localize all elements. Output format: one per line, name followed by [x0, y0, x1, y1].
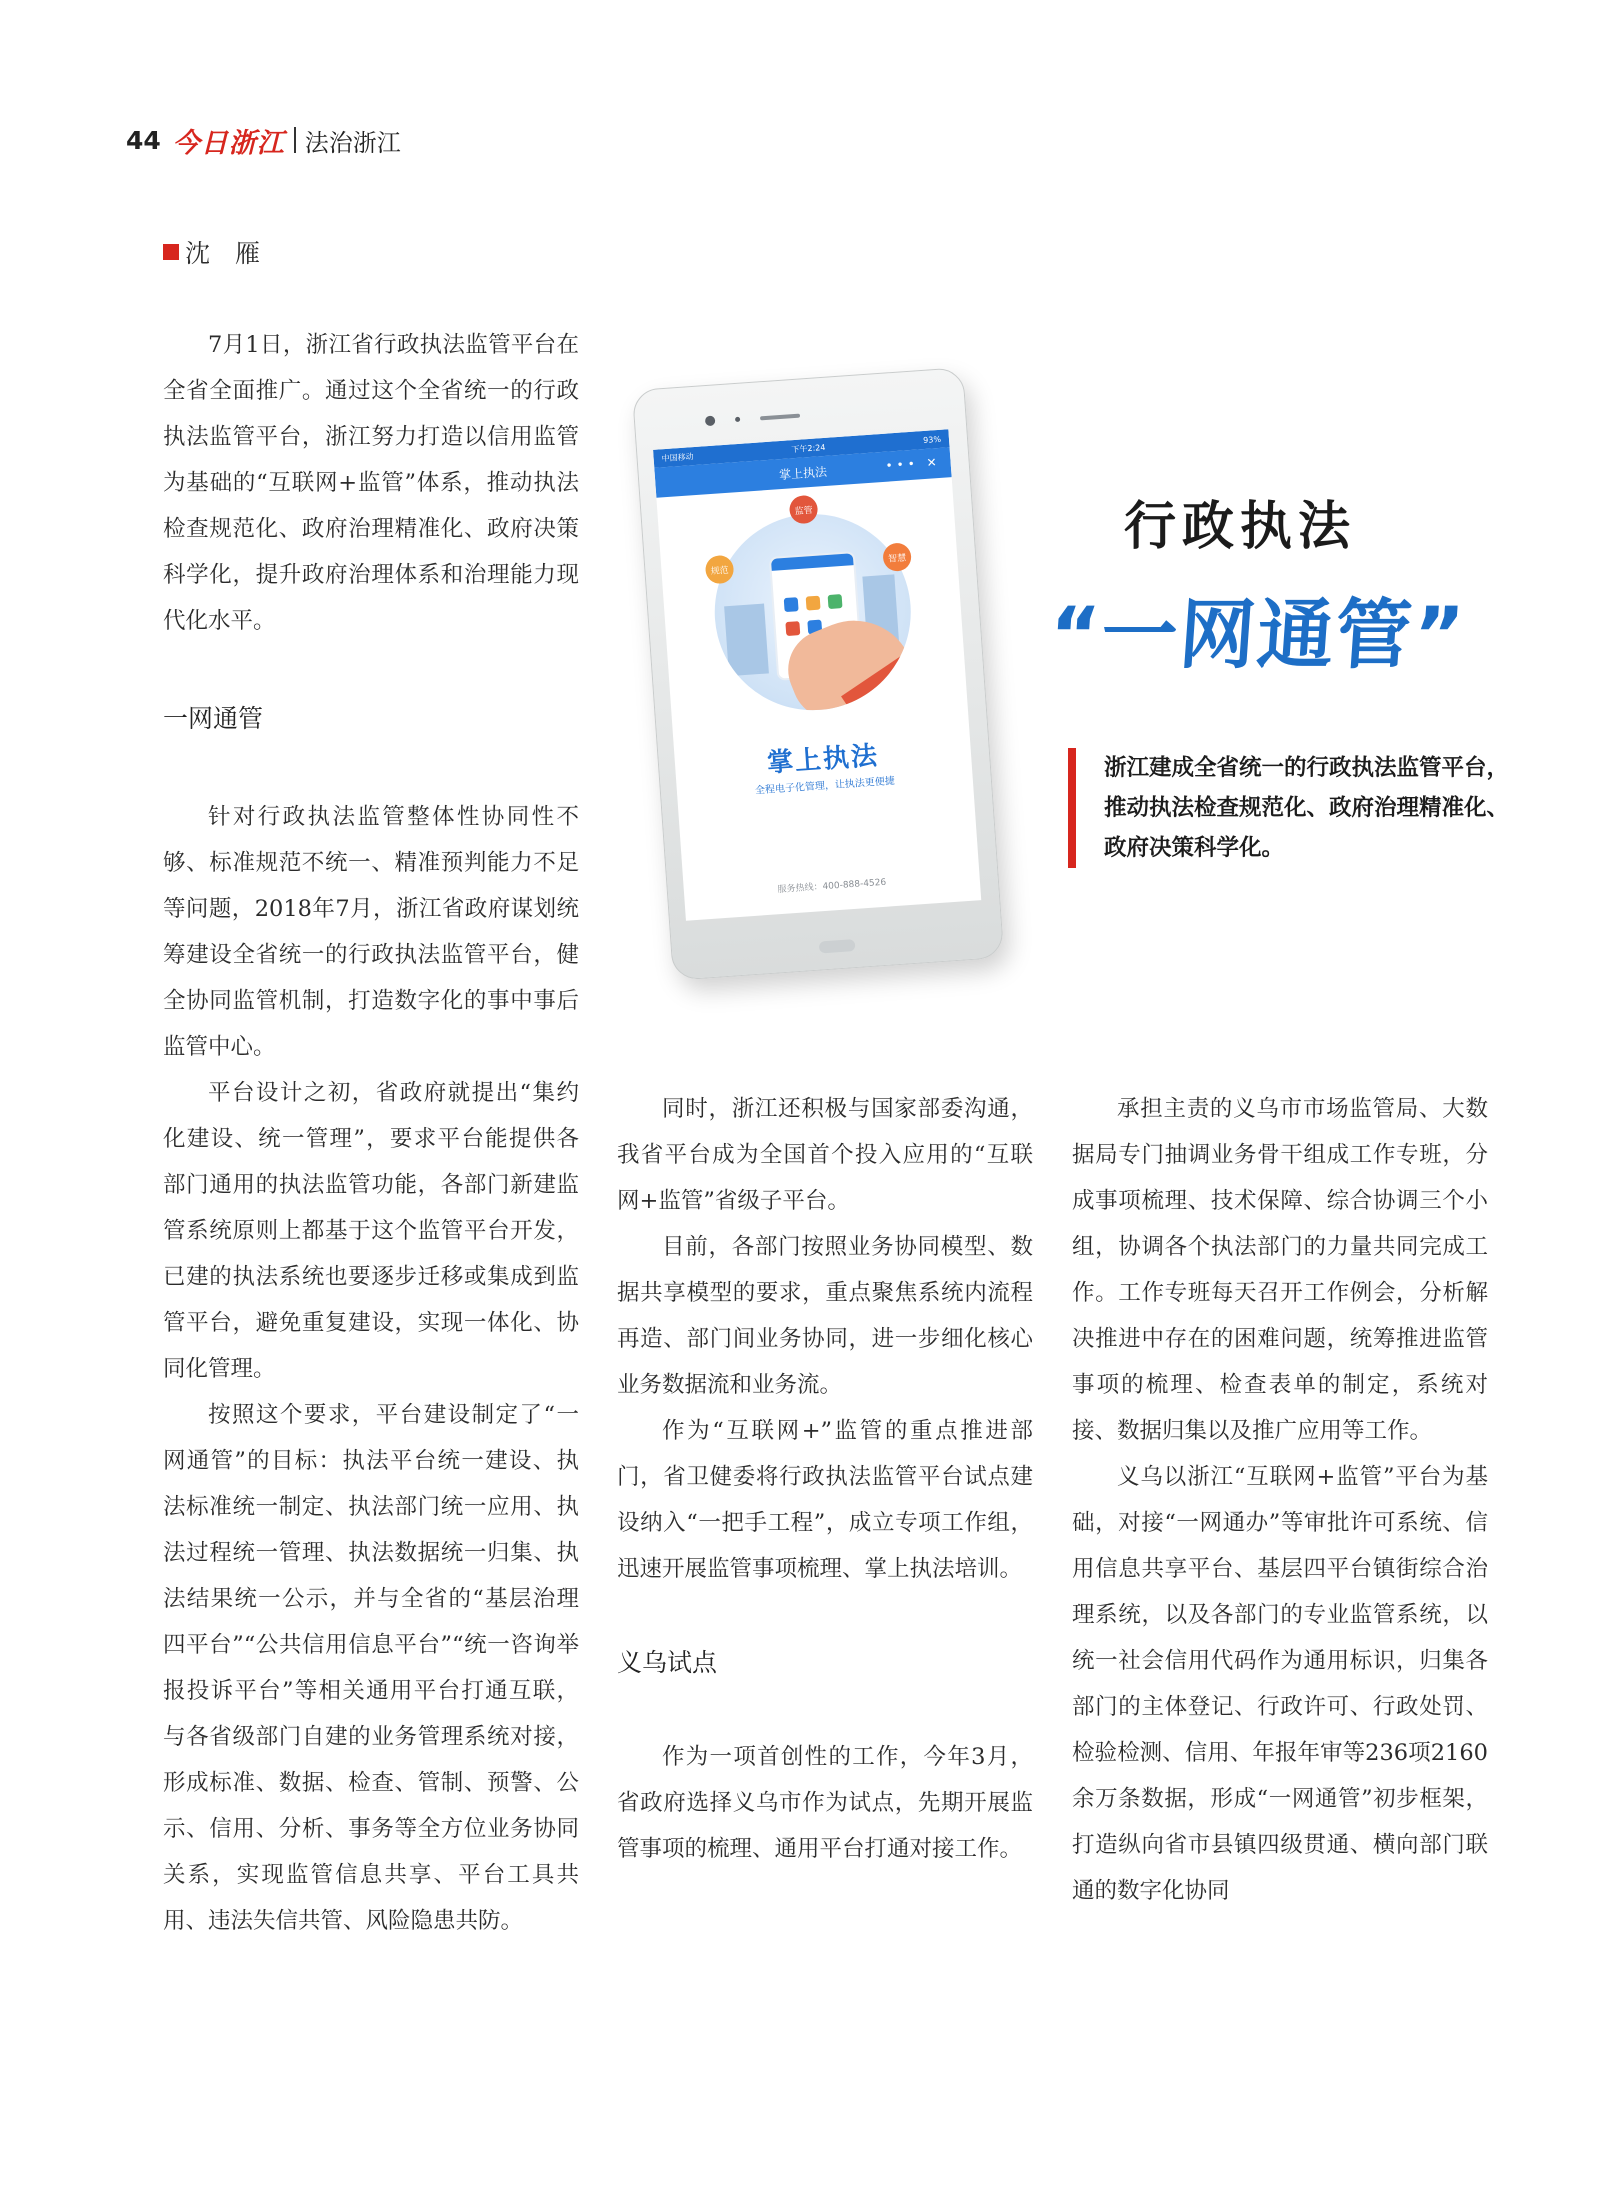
paragraph: 针对行政执法监管整体性协同性不够、标准规范不统一、精准预判能力不足等问题，2018年7月，浙江省政府谋划统筹建设全省统一的行政执法监管平台，健全协同监管机制，打造数字化的事中事后监管中心。: [163, 804, 579, 1060]
phone-headline: 掌上执法: [766, 740, 880, 779]
battery-label: 93%: [922, 434, 942, 445]
page-header: [126, 120, 401, 160]
phone-body: [632, 367, 1004, 981]
column-2: [617, 1086, 1033, 1872]
section-heading-1: 一网通管: [163, 704, 264, 733]
sensor-icon: [735, 417, 740, 422]
paragraph: 同时，浙江还积极与国家部委沟通，我省平台成为全国首个投入应用的“互联网+监管”省级子平台。: [617, 1096, 1033, 1214]
article-title: 行政执法: [1123, 496, 1356, 557]
header-divider: [294, 127, 296, 153]
section-heading-2: 义乌试点: [617, 1648, 718, 1677]
phone-subline: 全程电子化管理，让执法更便捷: [754, 775, 896, 797]
app-title: 掌上执法: [778, 464, 828, 482]
article-summary: 浙江建成全省统一的行政执法监管平台，推动执法检查规范化、政府治理精准化、政府决策科学化。: [1068, 748, 1524, 868]
paragraph: 义乌以浙江“互联网+监管”平台为基础，对接“一网通办”等审批许可系统、信用信息共享平台、基层四平台镇街综合治理系统，以及各部门的专业监管系统，以统一社会信用代码作为通用标识，归集各部门的主体登记、行政许可、行政处罚、检验检测、信用、年报年审等236项2160余万条数据，形成“一网通管”初步框架，打造纵向省市县镇四级贯通、横向部门联通的数字化协同: [1072, 1464, 1488, 1904]
status-time: 下午2:24: [791, 442, 826, 454]
paragraph: 承担主责的义乌市市场监管局、大数据局专门抽调业务骨干组成工作专班，分成事项梳理、技术保障、综合协调三个小组，协调各个执法部门的力量共同完成工作。工作专班每天召开工作例会，分析解决推进中存在的困难问题，统筹推进监管事项的梳理、检查表单的制定，系统对接、数据归集以及推广应用等工作。: [1072, 1096, 1488, 1444]
column-1: [163, 322, 579, 1944]
speaker-icon: [760, 414, 800, 421]
author-name: 沈 雁: [185, 239, 261, 268]
paragraph: 按照这个要求，平台建设制定了“一网通管”的目标：执法平台统一建设、执法标准统一制定、执法部门统一应用、执法过程统一管理、执法数据统一归集、执法结果统一公示，并与全省的“基层治理四平台”“公共信用信息平台”“统一咨询举报投诉平台”等相关通用平台打通互联，与各省级部门自建的业务管理系统对接，形成标准、数据、检查、管制、预警、公示、信用、分析、事务等全方位业务协同关系，实现监管信息共享、平台工具共用、违法失信共管、风险隐患共防。: [163, 1402, 579, 1934]
section-name: 法治浙江: [304, 128, 401, 157]
phone-illustration: [632, 367, 1002, 979]
paragraph: 作为一项首创性的工作，今年3月，省政府选择义乌市作为试点，先期开展监管事项的梳理、通用平台打通对接工作。: [617, 1744, 1033, 1862]
app-close-icon: ••• ✕: [885, 454, 942, 473]
intro-paragraph: 7月1日，浙江省行政执法监管平台在全省全面推广。通过这个全省统一的行政执法监管平台，浙江努力打造以信用监管为基础的“互联网+监管”体系，推动执法检查规范化、政府治理精准化、政府决策科学化，提升政府治理体系和治理能力现代化水平。: [163, 332, 579, 634]
byline: [163, 234, 260, 270]
page-number: 44: [126, 125, 161, 155]
bubble-icon: 监管: [789, 495, 819, 525]
red-square-icon: [163, 244, 179, 260]
building-icon: [724, 604, 769, 677]
magazine-logo: 今日浙江: [172, 127, 285, 159]
carrier-label: 中国移动: [661, 451, 694, 463]
paragraph: 作为“互联网+”监管的重点推进部门，省卫健委将行政执法监管平台试点建设纳入“一把手工程”，成立专项工作组，迅速开展监管事项梳理、掌上执法培训。: [617, 1418, 1033, 1582]
phone-hotline: 服务热线：400-888-4526: [777, 877, 887, 896]
article-title-highlight: “一网通管”: [1046, 590, 1469, 679]
bubble-icon: 规范: [705, 555, 735, 585]
column-3: [1072, 1086, 1488, 1914]
home-button: [819, 939, 856, 953]
bubble-icon: 智慧: [882, 542, 912, 572]
hero-illustration: [708, 508, 917, 717]
paragraph: 目前，各部门按照业务协同模型、数据共享模型的要求，重点聚焦系统内流程再造、部门间业务协同，进一步细化核心业务数据流和业务流。: [617, 1234, 1033, 1398]
camera-icon: [705, 416, 716, 427]
phone-screen: [653, 429, 981, 920]
paragraph: 平台设计之初，省政府就提出“集约化建设、统一管理”，要求平台能提供各部门通用的执法监管功能，各部门新建监管系统原则上都基于这个监管平台开发，已建的执法系统也要逐步迁移或集成到监管平台，避免重复建设，实现一体化、协同化管理。: [163, 1080, 579, 1382]
